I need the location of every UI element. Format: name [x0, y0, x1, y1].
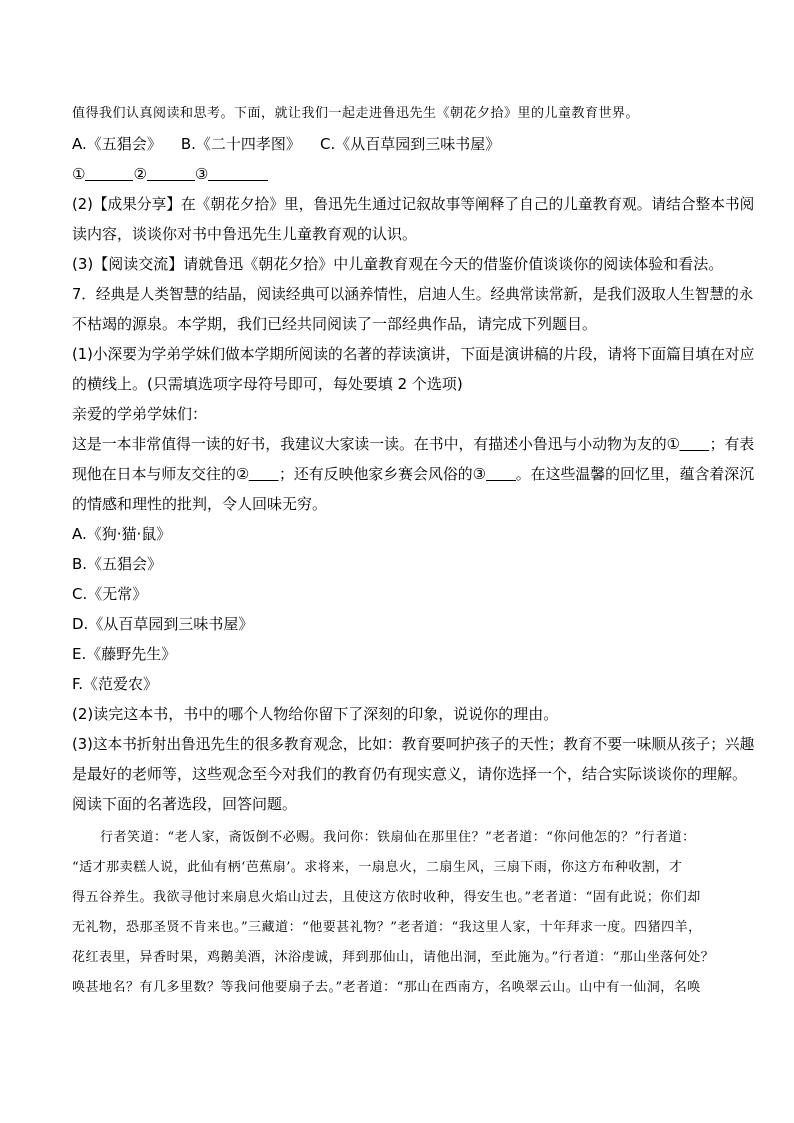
q7-2: (2)读完这本书，书中的哪个人物给你留下了深刻的印象，说说你的理由。 [72, 705, 559, 723]
speech-line1-tail: ；有表 [709, 435, 755, 453]
q7-1-line1: (1)小深要为学弟学妹们做本学期所阅读的名著的荐读演讲，下面是演讲稿的片段，请将下面篇目填在对应 [72, 345, 755, 363]
q6-blank-3 [208, 166, 268, 181]
q6-blank-3-label: ③ [194, 165, 209, 183]
q6-blank-1-label: ① [72, 165, 86, 183]
speech-line1 [72, 434, 754, 454]
excerpt-line-4: 无礼物，恐那圣贤不肯来也。”三藏道：“他要甚礼物？”老者道：“我这里人家，十年拜求一度。四猪四羊， [72, 920, 702, 935]
q6-answer-blanks [72, 164, 268, 184]
speech-blank-1 [680, 436, 710, 451]
option-c: C.《无常》 [72, 585, 148, 603]
q6-blank-2-label: ② [133, 165, 147, 183]
option-e: E.《藤野先生》 [72, 645, 177, 663]
q6-2-line1: (2)【成果分享】在《朝花夕拾》里，鲁迅先生通过记叙故事等阐释了自己的儿童教育观。请结合整本书阅 [72, 195, 755, 213]
q7-3-line1: (3)这本书折射出鲁迅先生的很多教育观念，比如：教育要呵护孩子的天性；教育不要一味顺从孩子；兴趣 [72, 735, 755, 753]
excerpt-line-1: 行者笑道：“老人家，斋饭倒不必赐。我问你：铁扇仙在那里住？”老者道：“你问他怎的？”行者道： [100, 830, 696, 845]
option-f: F.《范爱农》 [72, 675, 158, 693]
excerpt-line-5: 花红表里，异香时果，鸡鹅美酒，沐浴虔诚，拜到那仙山，请他出洞，至此施为。”行者道：“那山坐落何处？ [72, 950, 715, 965]
speech-line1-text: 这是一本非常值得一读的好书，我建议大家读一读。在书中，有描述小鲁迅与小动物为友的① [72, 435, 680, 453]
q8-intro: 阅读下面的名著选段，回答问题。 [72, 795, 298, 813]
speech-line2-text-b: ；还有反映他家乡赛会风俗的③ [278, 465, 486, 483]
speech-greeting: 亲爱的学弟学妹们： [72, 405, 208, 423]
excerpt-line-6: 唤甚地名？有几多里数？等我问他要扇子去。”老者道：“那山在西南方，名唤翠云山。山中有一仙洞，名唤 [72, 980, 701, 995]
q7-line2: 不枯竭的源泉。本学期，我们已经共同阅读了一部经典作品，请完成下列题目。 [72, 315, 598, 333]
q7-3-line2: 是最好的老师等，这些观念至今对我们的教育仍有现实意义，请你选择一个，结合实际谈谈你的理解。 [72, 765, 748, 783]
excerpt-line-2: “适才那卖糕人说，此仙有柄‘芭蕉扇’。求将来，一扇息火，二扇生风，三扇下雨，你这方布种收割，才 [72, 860, 683, 875]
excerpt-line-3: 得五谷养生。我欲寻他讨来扇息火焰山过去，且使这方依时收种，得安生也。”老者道：“固有此说；你们却 [72, 890, 701, 905]
q6-2-line2: 读内容，谈谈你对书中鲁迅先生儿童教育观的认识。 [72, 225, 418, 243]
speech-blank-3 [486, 466, 516, 481]
speech-line2-text-c: 。在这些温馨的回忆里，蕴含着深沉 [515, 465, 755, 483]
option-d: D.《从百草园到三味书屋》 [72, 615, 254, 633]
q6-3-line1: (3)【阅读交流】请就鲁迅《朝花夕拾》中儿童教育观在今天的借鉴价值谈谈你的阅读体验和看法。 [72, 255, 724, 273]
q6-options: A.《五猖会》 B.《二十四孝图》 C.《从百草园到三味书屋》 [72, 135, 501, 153]
q6-blank-2 [147, 166, 195, 181]
option-b: B.《五猖会》 [72, 555, 163, 573]
q7-line1: 7．经典是人类智慧的结晶，阅读经典可以涵养情性，启迪人生。经典常读常新，是我们汲取人生智慧的永 [72, 285, 754, 303]
q6-blank-1 [85, 166, 133, 181]
q7-1-line2: 的横线上。(只需填选项字母符号即可，每处要填 2 个选项) [72, 375, 463, 393]
speech-line2-text-a: 现他在日本与师友交往的② [72, 465, 250, 483]
speech-line2 [72, 464, 754, 484]
option-a: A.《狗·猫·鼠》 [72, 525, 172, 543]
speech-blank-2 [249, 466, 279, 481]
speech-line3: 的情感和理性的批判，令人回味无穷。 [72, 495, 328, 513]
intro-line: 值得我们认真阅读和思考。下面，就让我们一起走进鲁迅先生《朝花夕拾》里的儿童教育世界。 [72, 106, 640, 121]
